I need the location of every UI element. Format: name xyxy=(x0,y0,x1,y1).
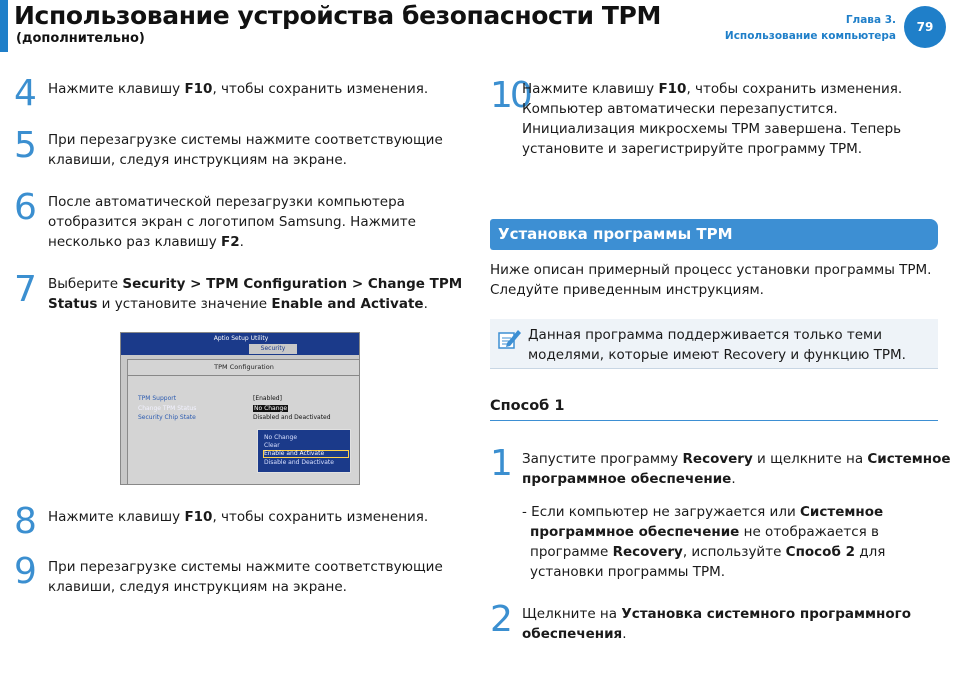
bios-option: No Change xyxy=(264,434,298,441)
step-6-text: После автоматической перезагрузки компьютера отобразится экран с логотипом Samsung. Нажмите несколько раз клавишу F2. xyxy=(48,194,416,250)
step-number: 10 xyxy=(490,75,530,116)
method-step-2-text: Щелкните на Установка системного программного обеспечения. xyxy=(522,606,911,642)
method-title: Способ 1 xyxy=(490,398,565,414)
section-title: Установка программы TPM xyxy=(498,225,733,243)
bios-value xyxy=(253,405,288,412)
bios-option: Disable and Deactivate xyxy=(264,459,334,466)
title-accent-bar xyxy=(0,0,8,52)
bios-value: [Enabled] xyxy=(253,395,282,402)
step-number: 9 xyxy=(14,551,34,592)
bios-divider xyxy=(127,375,360,376)
bios-utility-title: Aptio Setup Utility xyxy=(213,335,269,342)
bios-item: Change TPM Status xyxy=(138,405,197,412)
bios-screenshot xyxy=(120,332,360,485)
chapter-label xyxy=(725,12,896,44)
method-divider xyxy=(490,420,938,421)
step-number: 4 xyxy=(14,73,34,114)
step-number: 6 xyxy=(14,187,34,228)
step-7-text: Выберите Security > TPM Configuration > Change TPM Status и установите значение Enable and Activate. xyxy=(48,276,463,312)
page-title: Использование устройства безопасности TPM xyxy=(14,1,661,30)
step-10-text: Нажмите клавишу F10, чтобы сохранить изменения. Компьютер автоматически перезапустится. Инициализация микросхемы TPM завершена. Теперь установите и зарегистрируйте программу TPM. xyxy=(522,81,903,157)
step-5-text: При перезагрузке системы нажмите соответствующие клавиши, следуя инструкциям на экране. xyxy=(48,132,443,168)
step-number: 5 xyxy=(14,125,34,166)
bios-item: TPM Support xyxy=(138,395,177,402)
bios-item: Security Chip State xyxy=(138,414,196,421)
bios-selected-value: No Change xyxy=(254,405,288,412)
step-4-text: Нажмите клавишу F10, чтобы сохранить изменения. xyxy=(48,81,429,97)
bios-panel-title: TPM Configuration xyxy=(214,363,274,371)
step-9-text: При перезагрузке системы нажмите соответствующие клавиши, следуя инструкциям на экране. xyxy=(48,559,443,595)
section-intro: Ниже описан примерный процесс установки программы TPM. Следуйте приведенным инструкциям. xyxy=(490,262,932,298)
step-number: 2 xyxy=(490,599,510,640)
step-8-text: Нажмите клавишу F10, чтобы сохранить изменения. xyxy=(48,509,429,525)
method-step-1-text: Запустите программу Recovery и щелкните на Системное программное обеспечение. xyxy=(522,451,951,487)
note-pencil-icon xyxy=(496,326,522,352)
bios-option: Clear xyxy=(264,442,280,449)
step-number: 1 xyxy=(490,443,510,484)
chapter-title: Использование компьютера xyxy=(724,30,896,42)
page-subtitle: (дополнительно) xyxy=(16,31,145,46)
chapter-number: Глава 3. xyxy=(845,14,896,26)
step-number: 8 xyxy=(14,501,34,542)
page-number-badge: 79 xyxy=(904,6,946,48)
method-step-1-subnote: - Если компьютер не загружается или Системное программное обеспечение не отображается в программе Recovery, используйте Способ 2 для установки программы TPM. xyxy=(522,504,886,580)
note-text: Данная программа поддерживается только теми моделями, которые имеют Recovery и функцию TPM. xyxy=(528,327,906,363)
bios-value: Disabled and Deactivated xyxy=(253,414,331,421)
bios-tab-security: Security xyxy=(260,345,286,352)
step-number: 7 xyxy=(14,269,34,310)
bios-option-selected: Enable and Activate xyxy=(264,450,325,457)
